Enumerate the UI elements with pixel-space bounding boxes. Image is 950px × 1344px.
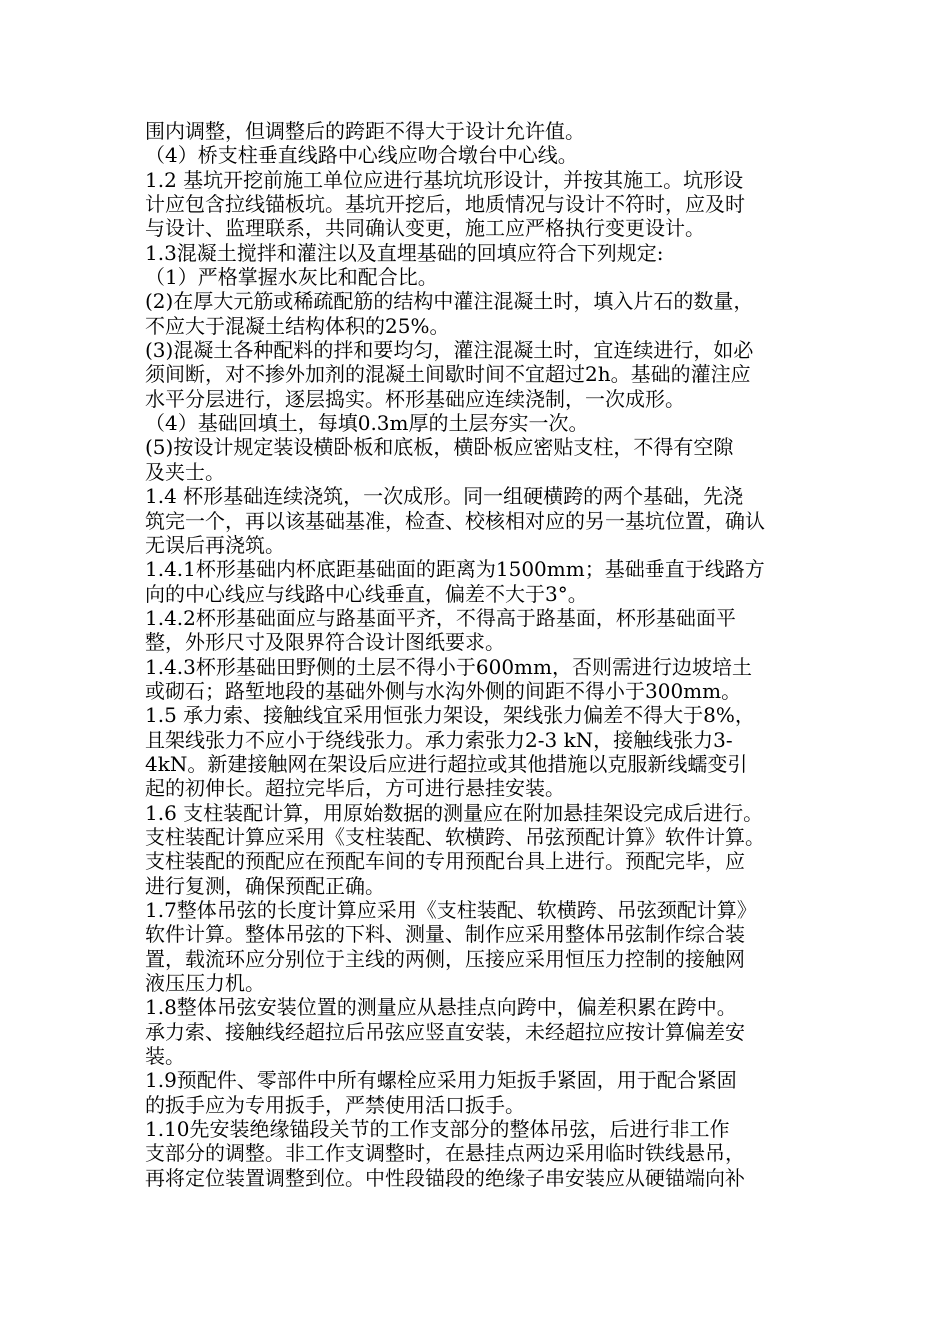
text-line: 置，载流环应分别位于主线的两侧，压接应采用恒压力控制的接触网 xyxy=(145,946,745,971)
text-line: 软件计算。整体吊弦的下料、测量、制作应采用整体吊弦制作综合装 xyxy=(145,922,745,947)
text-line: 向的中心线应与线路中心线垂直，偏差不大于3°。 xyxy=(145,581,588,606)
text-line: 1.2 基坑开挖前施工单位应进行基坑坑形设计，并按其施工。坑形设 xyxy=(145,167,744,192)
text-line: 1.9预配件、零部件中所有螺栓应采用力矩扳手紧固，用于配合紧固 xyxy=(145,1068,737,1093)
text-line: 须间断，对不掺外加剂的混凝土间歇时间不宜超过2h。基础的灌注应 xyxy=(145,362,751,387)
text-line: 不应大于混凝土结构体积的25%。 xyxy=(145,313,450,338)
text-line: 1.3混凝土搅拌和灌注以及直埋基础的回填应符合下列规定: xyxy=(145,240,664,265)
text-line: 再将定位装置调整到位。中性段锚段的绝缘子串安装应从硬锚端向补 xyxy=(145,1165,745,1190)
text-line: 1.8整体吊弦安装位置的测量应从悬挂点向跨中，偏差积累在跨中。 xyxy=(145,995,737,1020)
text-line: 且架线张力不应小于绕线张力。承力索张力2-3 kN，接触线张力3- xyxy=(145,727,733,752)
text-line: 支柱装配的预配应在预配车间的专用预配台具上进行。预配完毕，应 xyxy=(145,849,745,874)
text-line: 液压压力机。 xyxy=(145,971,265,996)
text-line: 1.6 支柱装配计算，用原始数据的测量应在附加悬挂架设完成后进行。 xyxy=(145,800,764,825)
text-line: 无误后再浇筑。 xyxy=(145,532,285,557)
text-line: 1.10先安装绝缘锚段关节的工作支部分的整体吊弦，后进行非工作 xyxy=(145,1117,730,1142)
text-line: （4）基础回填土，每填0.3m厚的土层夯实一次。 xyxy=(145,411,589,436)
text-line: 1.4.3杯形基础田野侧的土层不得小于600mm，否则需进行边坡培土 xyxy=(145,654,752,679)
text-line: 1.4.2杯形基础面应与路基面平齐，不得高于路基面，杯形基础面平 xyxy=(145,605,736,630)
text-line: 进行复测，确保预配正确。 xyxy=(145,873,385,898)
text-line: （1）严格掌握水灰比和配合比。 xyxy=(145,265,438,290)
document-body xyxy=(145,119,815,1190)
text-line: 筑完一个，再以该基础基准，检查、校核相对应的另一基坑位置，确认 xyxy=(145,508,765,533)
text-line: 及夹士。 xyxy=(145,459,225,484)
text-line: 计应包含拉线锚板坑。基坑开挖后，地质情况与设计不符时，应及时 xyxy=(145,192,745,217)
text-line: 与设计、监理联系，共同确认变更，施工应严格执行变更设计。 xyxy=(145,216,705,241)
text-line: (3)混凝土各种配料的拌和要均匀，灌注混凝土时，宜连续进行，如必 xyxy=(145,338,754,363)
text-line: (5)按设计规定装设横卧板和底板，横卧板应密贴支柱，不得有空隙 xyxy=(145,435,734,460)
text-line: 整，外形尺寸及限界符合设计图纸要求。 xyxy=(145,630,505,655)
text-line: 1.4 杯形基础连续浇筑，一次成形。同一组硬横跨的两个基础，先浇 xyxy=(145,484,744,509)
text-line: 围内调整，但调整后的跨距不得大于设计允许值。 xyxy=(145,119,585,143)
text-line: 1.4.1杯形基础内杯底距基础面的距离为1500mm；基础垂直于线路方 xyxy=(145,557,765,582)
text-line: （4）桥支柱垂直线路中心线应吻合墩台中心线。 xyxy=(145,143,578,168)
text-line: 水平分层进行，逐层捣实。杯形基础应连续浇制，一次成形。 xyxy=(145,386,685,411)
text-line: 1.5 承力索、接触线宜采用恒张力架设，架线张力偏差不得大于8%， xyxy=(145,703,755,728)
text-line: 1.7整体吊弦的长度计算应采用《支柱装配、软横跨、吊弦颈配计算》 xyxy=(145,898,757,922)
text-line: 承力索、接触线经超拉后吊弦应竖直安装，未经超拉应按计算偏差安 xyxy=(145,1019,745,1044)
text-line: 支部分的调整。非工作支调整时，在悬挂点两边采用临时铁线悬吊， xyxy=(145,1141,745,1166)
text-line: 或砌石；路堑地段的基础外侧与水沟外侧的间距不得小于300mm。 xyxy=(145,678,742,703)
text-line: 4kN。新建接触网在架设后应进行超拉或其他措施以克服新线蠕变引 xyxy=(145,751,748,776)
text-line: (2)在厚大元筋或稀疏配筋的结构中灌注混凝土时，填入片石的数量， xyxy=(145,289,754,314)
text-line: 装。 xyxy=(145,1044,185,1069)
text-line: 起的初伸长。超拉完毕后，方可进行悬挂安装。 xyxy=(145,776,565,801)
text-line: 的扳手应为专用扳手，严禁使用活口扳手。 xyxy=(145,1092,525,1117)
text-line: 支柱装配计算应采用《支柱装配、软横跨、吊弦预配计算》软件计算。 xyxy=(145,824,765,849)
